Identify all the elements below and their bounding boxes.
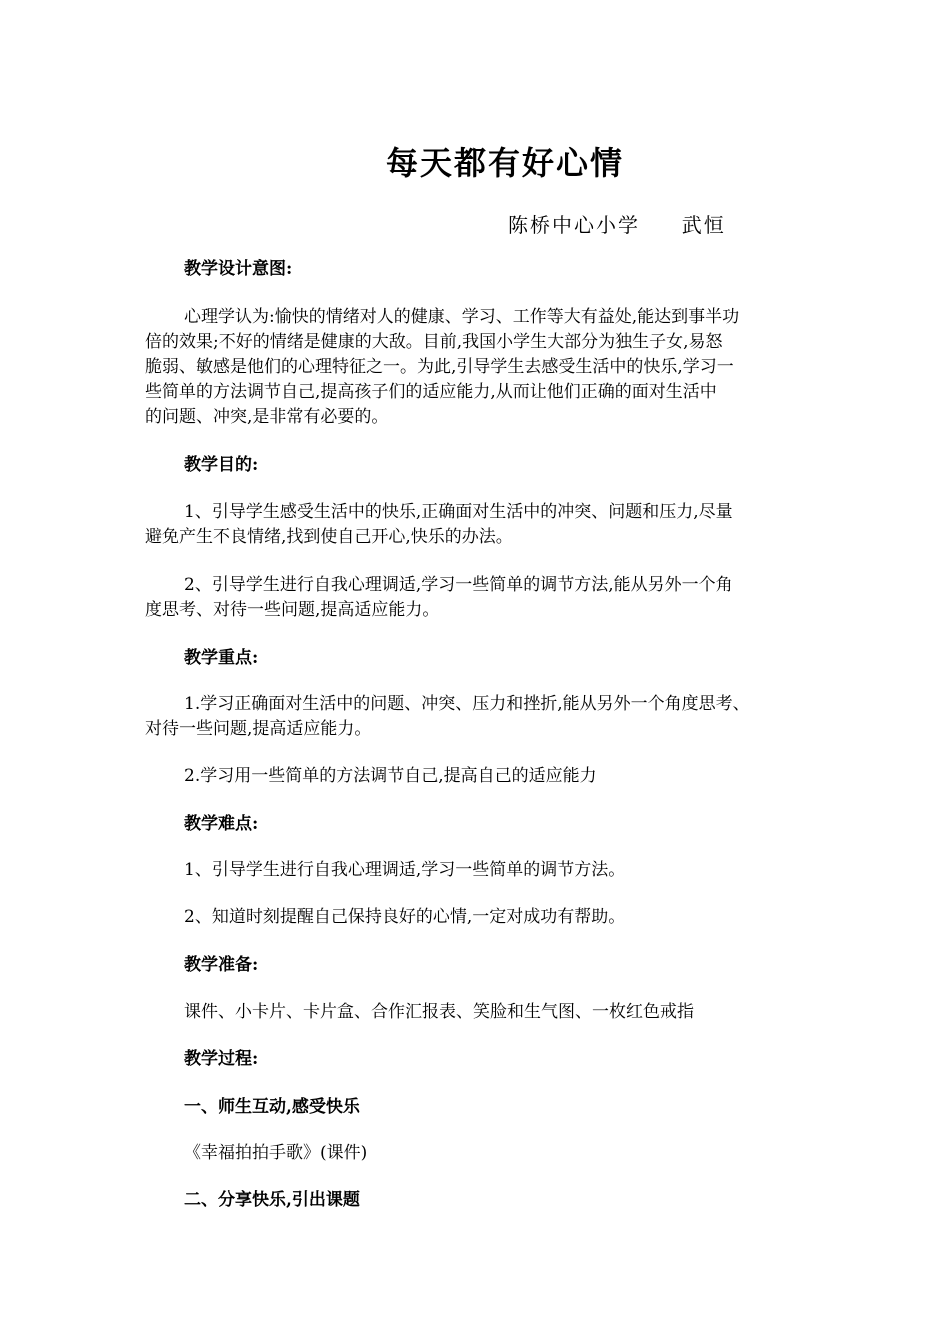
- difficulty-item: 1、引导学生进行自我心理调适,学习一些简单的调节方法。: [184, 860, 626, 880]
- goal-heading: 教学目的:: [184, 455, 259, 475]
- design-paragraph-line: 的问题、冲突,是非常有必要的。: [145, 407, 389, 427]
- key-item: 2.学习用一些简单的方法调节自己,提高自己的适应能力: [184, 766, 597, 786]
- key-item-line: 对待一些问题,提高适应能力。: [145, 719, 372, 739]
- prep-text: 课件、小卡片、卡片盒、合作汇报表、笑脸和生气图、一枚红色戒指: [184, 1002, 694, 1022]
- difficulty-item: 2、知道时刻提醒自己保持良好的心情,一定对成功有帮助。: [184, 907, 626, 927]
- design-paragraph-line: 些简单的方法调节自己,提高孩子们的适应能力,从而让他们正确的面对生活中: [145, 382, 717, 402]
- design-paragraph-line: 脆弱、敏感是他们的心理特征之一。为此,引导学生去感受生活中的快乐,学习一: [145, 357, 734, 377]
- design-paragraph-line: 心理学认为:愉快的情绪对人的健康、学习、工作等大有益处,能达到事半功: [184, 307, 740, 327]
- page-title: 每天都有好心情: [385, 144, 624, 182]
- step-text: 《幸福拍拍手歌》(课件): [184, 1143, 368, 1163]
- difficulty-heading: 教学难点:: [184, 814, 259, 834]
- step-heading: 二、分享快乐,引出课题: [184, 1190, 360, 1210]
- goal-item-line: 避免产生不良情绪,找到使自己开心,快乐的办法。: [145, 527, 513, 547]
- process-heading: 教学过程:: [184, 1049, 259, 1069]
- goal-item-line: 2、引导学生进行自我心理调适,学习一些简单的调节方法,能从另外一个角: [184, 575, 733, 595]
- goal-item-line: 度思考、对待一些问题,提高适应能力。: [145, 600, 440, 620]
- key-item-line: 1.学习正确面对生活中的问题、冲突、压力和挫折,能从另外一个角度思考、: [184, 694, 750, 714]
- design-heading: 教学设计意图:: [184, 259, 293, 279]
- author-line: 陈桥中心小学 武恒: [508, 213, 726, 237]
- goal-item-line: 1、引导学生感受生活中的快乐,正确面对生活中的冲突、问题和压力,尽量: [184, 502, 733, 522]
- key-heading: 教学重点:: [184, 648, 259, 668]
- prep-heading: 教学准备:: [184, 955, 259, 975]
- design-paragraph-line: 倍的效果;不好的情绪是健康的大敌。目前,我国小学生大部分为独生子女,易怒: [145, 332, 723, 352]
- step-heading: 一、师生互动,感受快乐: [184, 1097, 360, 1117]
